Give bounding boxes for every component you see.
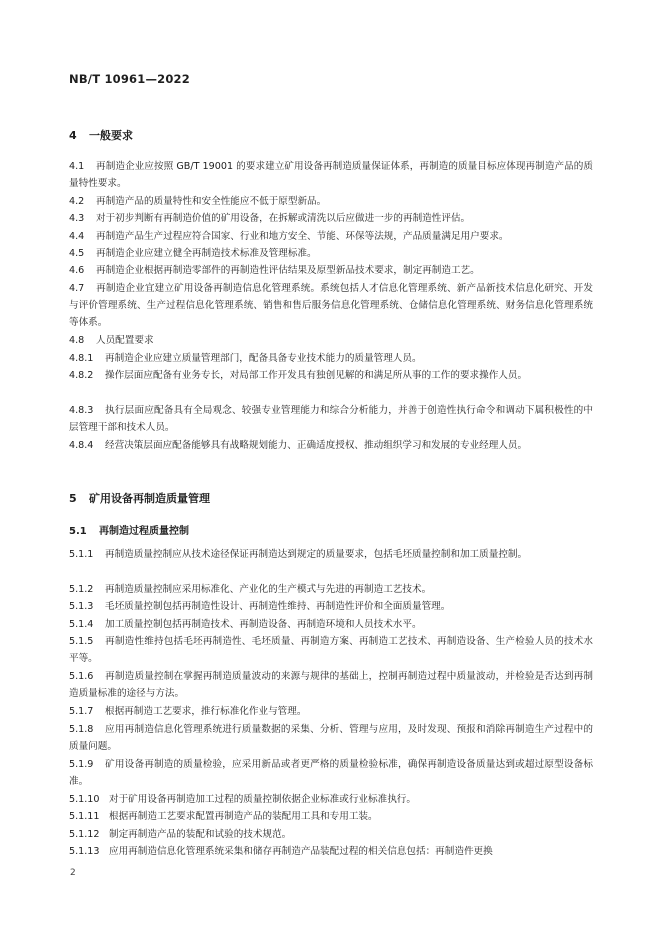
clause-5-1-2	[69, 581, 593, 598]
clause-number: 4.3	[69, 213, 85, 224]
clause-text: 对于初步判断有再制造价值的矿用设备，在拆解或清洗以后应做进一步的再制造性评估。	[96, 213, 471, 224]
clause-text: 人员配置要求	[96, 335, 154, 346]
clause-number: 4.8.1	[69, 353, 94, 364]
clause-text: 应用再制造信息化管理系统采集和储存再制造产品装配过程的相关信息包括：再制造件更换	[109, 846, 493, 857]
clause-number: 5.1.1	[69, 549, 94, 560]
clause-4-8	[69, 332, 593, 349]
clause-text: 再制造产品生产过程应符合国家、行业和地方安全、节能、环保等法规，产品质量满足用户要求。	[96, 231, 509, 242]
clause-number: 4.1	[69, 161, 85, 172]
clause-text: 毛坯质量控制包括再制造性设计、再制造性维持、再制造性评价和全面质量管理。	[105, 601, 451, 612]
clause-text: 根据再制造工艺要求，推行标准化作业与管理。	[105, 706, 307, 717]
subsection-title: 再制造过程质量控制	[99, 526, 189, 537]
clause-number: 4.4	[69, 231, 85, 242]
clause-text: 根据再制造工艺要求配置再制造产品的装配用工具和专用工装。	[109, 811, 378, 822]
clause-5-1-6	[69, 668, 593, 702]
clause-number: 4.7	[69, 283, 85, 294]
section-heading-5	[69, 490, 210, 506]
clause-5-1-8	[69, 721, 593, 755]
section-heading-4	[69, 127, 133, 143]
clause-number: 5.1.9	[69, 759, 94, 770]
clause-4-8-1	[69, 350, 593, 367]
clause-number: 5.1.12	[69, 829, 100, 840]
clause-text: 再制造企业应建立质量管理部门，配备具备专业技术能力的质量管理人员。	[105, 353, 422, 364]
clause-number: 4.5	[69, 248, 85, 259]
clause-4-4	[69, 228, 593, 245]
section-number: 4	[69, 129, 77, 142]
clause-number: 5.1.13	[69, 846, 100, 857]
clause-text: 加工质量控制包括再制造技术、再制造设备、再制造环境和人员技术水平。	[105, 619, 422, 630]
clause-5-1-13	[69, 843, 593, 860]
clause-4-6	[69, 262, 593, 279]
subsection-number: 5.1	[69, 526, 87, 537]
clause-5-1-5	[69, 633, 593, 667]
clause-number: 5.1.10	[69, 794, 100, 805]
clause-text: 再制造企业应建立健全再制造技术标准及管理标准。	[96, 248, 317, 259]
clause-4-7	[69, 280, 593, 331]
page-number: 2	[70, 868, 76, 878]
clause-4-2	[69, 193, 593, 210]
clause-text: 操作层面应配备有业务专长，对局部工作开发具有独创见解的和满足所从事的工作的要求操作人员。	[105, 370, 528, 381]
clause-number: 4.8.4	[69, 440, 94, 451]
clause-text: 再制造企业宜建立矿用设备再制造信息化管理系统。系统包括人才信息化管理系统、新产品新技术信息化研究、开发与评价管理系统、生产过程信息化管理系统、销售和售后服务信息化管理系统、仓储信息化管理系统、财务信息化管理系统等体系。	[69, 283, 593, 328]
clause-text: 应用再制造信息化管理系统进行质量数据的采集、分析、管理与应用，及时发现、预报和消除再制造生产过程中的质量问题。	[69, 724, 593, 752]
clause-number: 5.1.8	[69, 724, 94, 735]
clause-number: 4.8.2	[69, 370, 94, 381]
clause-text: 再制造产品的质量特性和安全性能应不低于原型新品。	[96, 196, 327, 207]
clause-5-1-9	[69, 756, 593, 790]
section-number: 5	[69, 492, 77, 505]
clause-number: 5.1.3	[69, 601, 94, 612]
clause-number: 5.1.7	[69, 706, 94, 717]
clause-text: 执行层面应配备具有全局观念、较强专业管理能力和综合分析能力，并善于创造性执行命令和调动下属积极性的中层管理干部和技术人员。	[69, 405, 593, 433]
clause-4-1	[69, 158, 593, 192]
clause-number: 5.1.5	[69, 636, 94, 647]
clause-text: 经营决策层面应配备能够具有战略规划能力、正确适度授权、推动组织学习和发展的专业经理人员。	[105, 440, 528, 451]
clause-4-8-3	[69, 402, 593, 436]
clause-text: 再制造质量控制应从技术途径保证再制造达到规定的质量要求，包括毛坯质量控制和加工质量控制。	[105, 549, 528, 560]
clause-text: 再制造质量控制在掌握再制造质量波动的来源与规律的基础上，控制再制造过程中质量波动，并检验是否达到再制造质量标准的途径与方法。	[69, 671, 593, 699]
clause-4-8-2	[69, 367, 593, 384]
clause-5-1-4	[69, 616, 593, 633]
clause-5-1-3	[69, 598, 593, 615]
clause-text: 再制造质量控制应采用标准化、产业化的生产模式与先进的再制造工艺技术。	[105, 584, 432, 595]
clause-text: 对于矿用设备再制造加工过程的质量控制依据企业标准或行业标准执行。	[109, 794, 416, 805]
clause-number: 5.1.6	[69, 671, 94, 682]
clause-number: 4.6	[69, 265, 85, 276]
clause-number: 4.2	[69, 196, 85, 207]
clause-number: 4.8.3	[69, 405, 94, 416]
clause-number: 4.8	[69, 335, 85, 346]
clause-text: 矿用设备再制造的质量检验，应采用新品或者更严格的质量检验标准，确保再制造设备质量达到或超过原型设备标准。	[69, 759, 593, 787]
clause-4-8-4	[69, 437, 593, 454]
subsection-heading-5-1	[69, 522, 189, 537]
clause-text: 再制造企业应按照 GB/T 19001 的要求建立矿用设备再制造质量保证体系，再制造的质量目标应体现再制造产品的质量特性要求。	[69, 161, 593, 189]
clause-number: 5.1.2	[69, 584, 94, 595]
clause-number: 5.1.11	[69, 811, 100, 822]
clause-4-5	[69, 245, 593, 262]
clause-4-3	[69, 210, 593, 227]
clause-5-1-7	[69, 703, 593, 720]
clause-text: 再制造性维持包括毛坯再制造性、毛坯质量、再制造方案、再制造工艺技术、再制造设备、生产检验人员的技术水平等。	[69, 636, 593, 664]
clause-5-1-10	[69, 791, 593, 808]
section-title: 一般要求	[89, 129, 133, 142]
clause-number: 5.1.4	[69, 619, 94, 630]
clause-5-1-11	[69, 808, 593, 825]
clause-5-1-12	[69, 826, 593, 843]
section-title: 矿用设备再制造质量管理	[89, 492, 210, 505]
clause-text: 再制造企业根据再制造零部件的再制造性评估结果及原型新品技术要求，制定再制造工艺。	[96, 265, 480, 276]
clause-text: 制定再制造产品的装配和试验的技术规范。	[109, 829, 292, 840]
clause-5-1-1	[69, 546, 593, 563]
standard-code-header: NB/T 10961—2022	[69, 72, 190, 86]
